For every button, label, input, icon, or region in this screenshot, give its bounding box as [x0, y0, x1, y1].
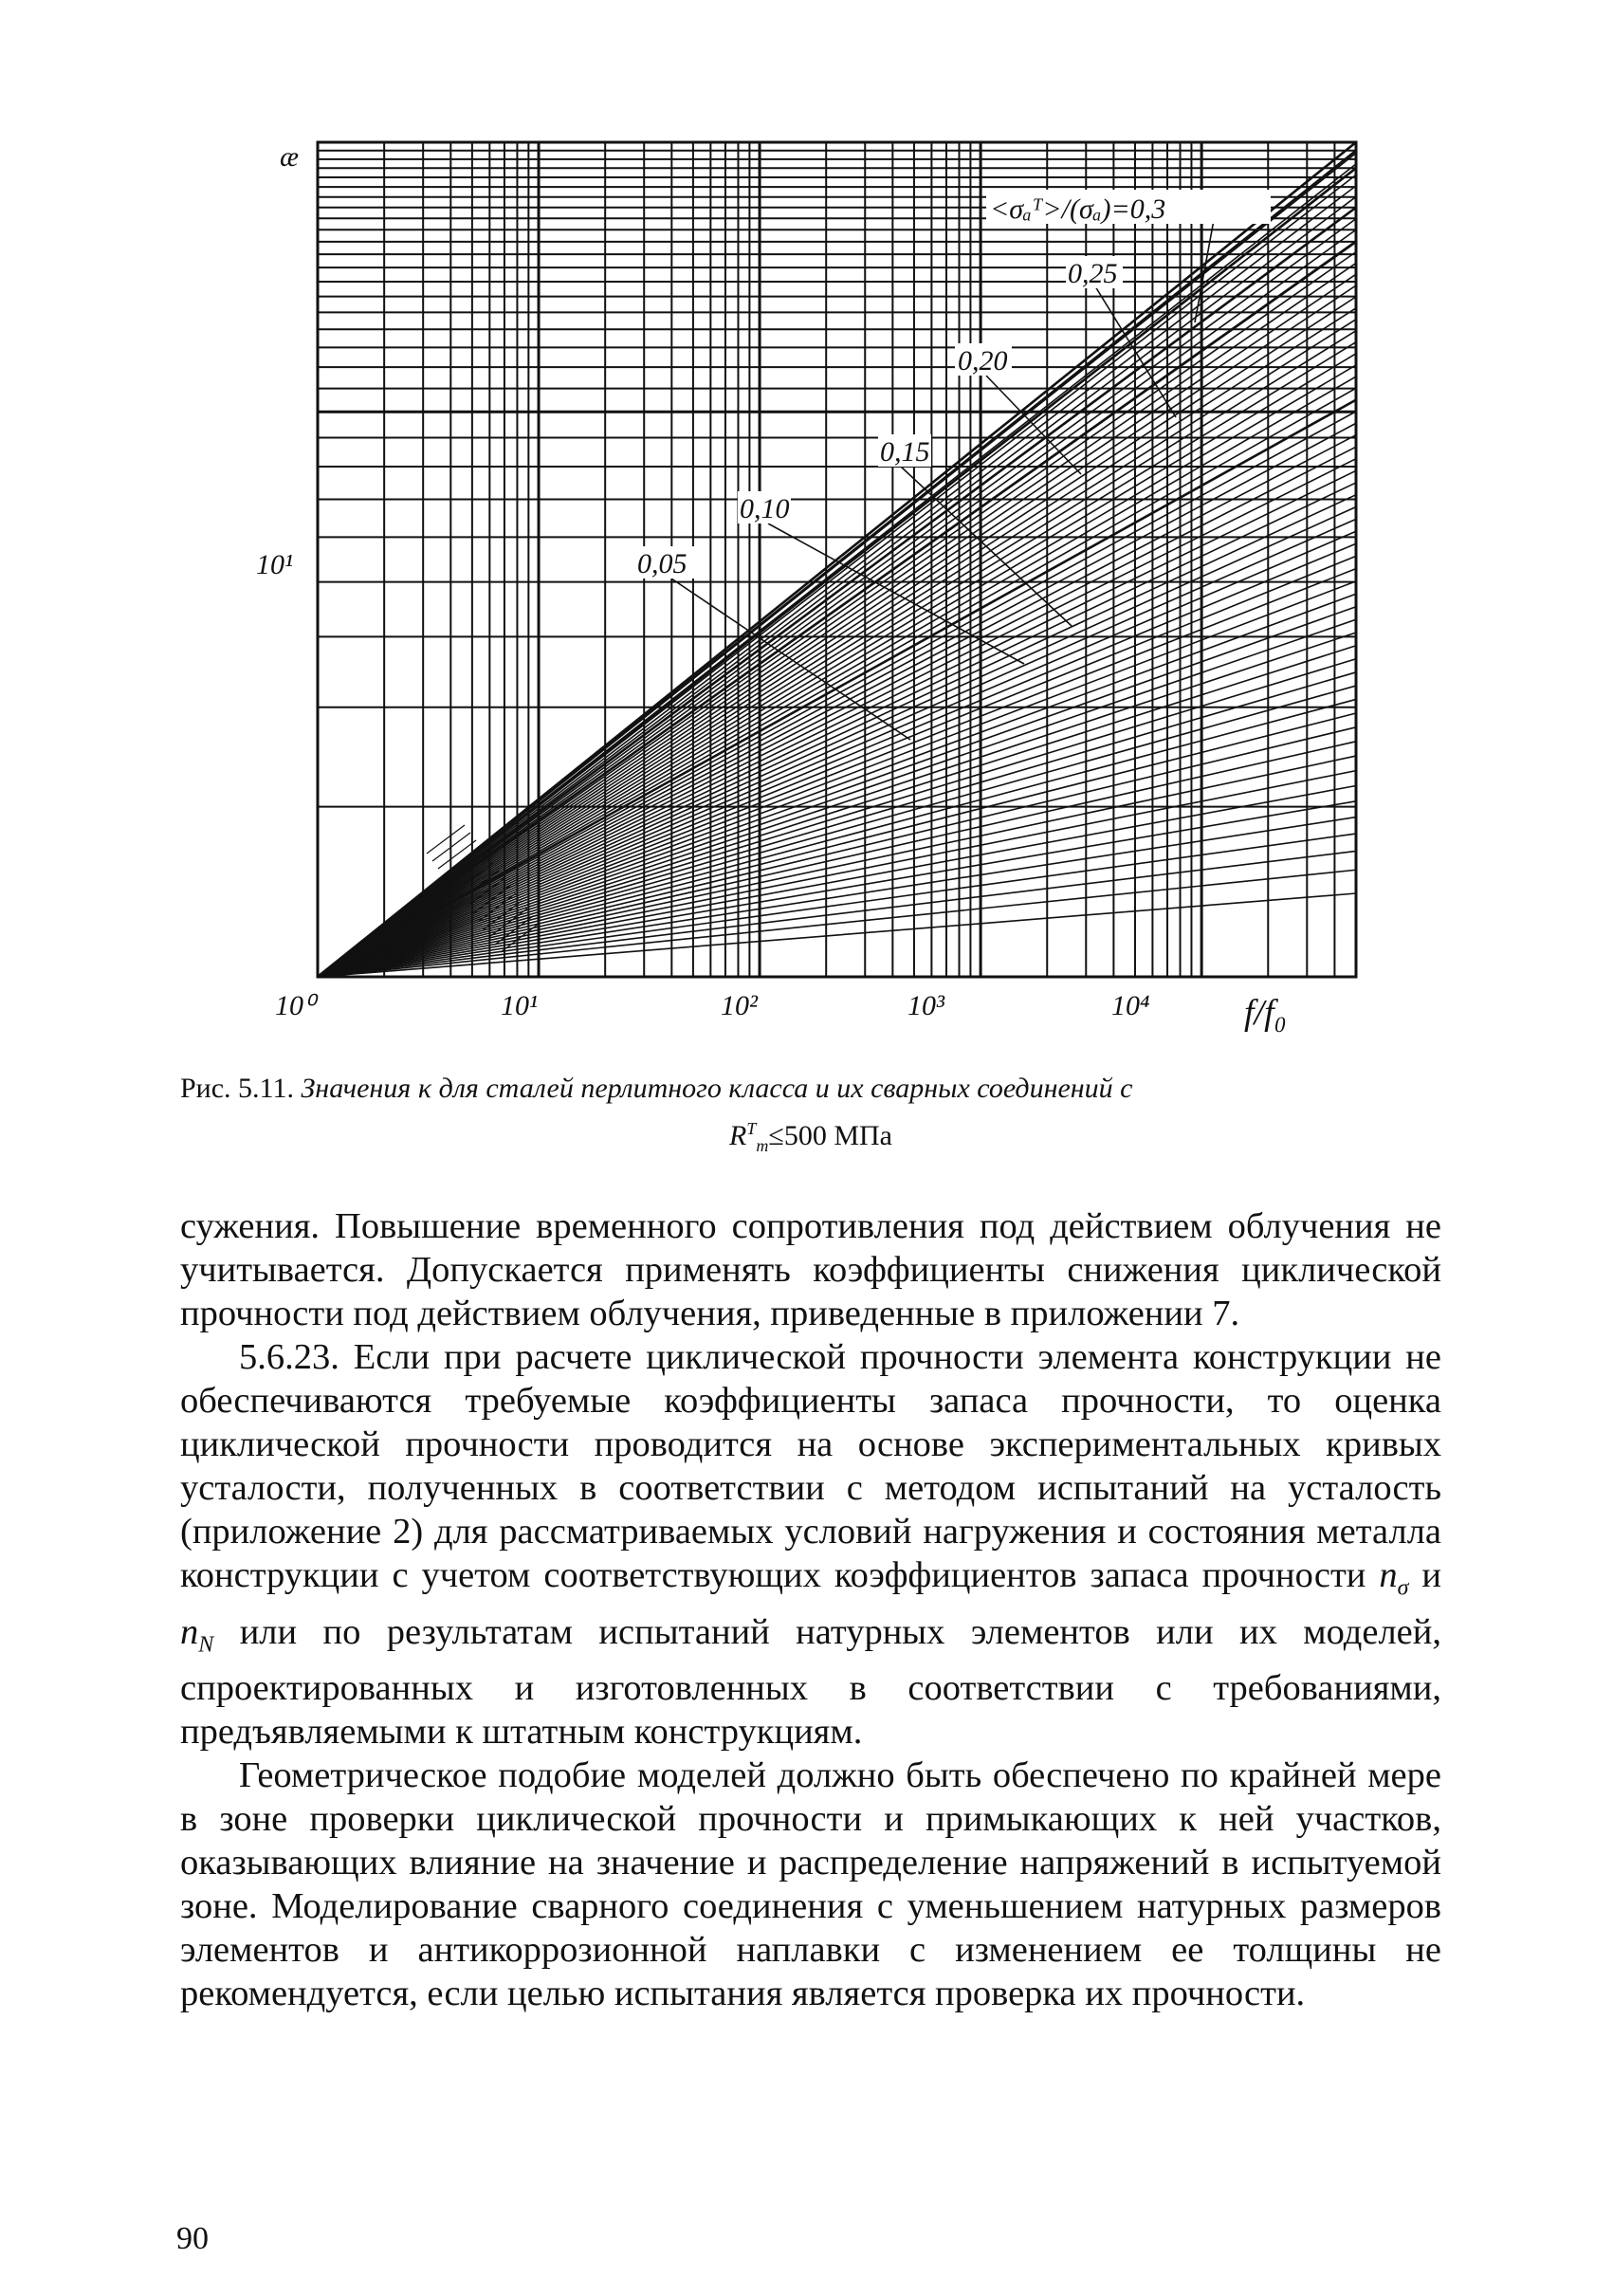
- caption-condition-line: [180, 1110, 1441, 1165]
- r-base: R: [729, 1120, 747, 1151]
- x-tick-label: 10⁰: [275, 990, 316, 1021]
- x-tick-label: 10³: [907, 990, 944, 1021]
- paragraph-5-6-23: [180, 1335, 1441, 1754]
- n-symbol: n: [180, 1611, 199, 1652]
- chart-svg: [247, 133, 1422, 1034]
- r-sub: m: [756, 1136, 769, 1155]
- r-symbol: [729, 1110, 768, 1165]
- r-sup: T: [746, 1119, 757, 1138]
- figure-5-11: [247, 133, 1422, 1034]
- caption-condition: ≤500 МПа: [768, 1120, 892, 1151]
- caption-text2: для сталей перлитного класса и их сварных соединений с: [438, 1073, 1133, 1104]
- caption-text: Значения: [301, 1073, 412, 1104]
- n-subscript: σ: [1397, 1575, 1409, 1601]
- conjunction: и: [1421, 1555, 1442, 1595]
- page-number: 90: [176, 2221, 209, 2256]
- y-tick-label: 10¹: [256, 549, 293, 580]
- leader-line: [671, 579, 910, 740]
- body-text: [180, 1204, 1441, 2015]
- x-axis-label: f/f₀: [1244, 993, 1287, 1033]
- paragraph: сужения. Повышение временного сопротивления под действием облучения не учитывается. Допускается применять коэффициенты снижения циклической прочности под действием облучения, приведенные в приложении 7.: [180, 1206, 1441, 1333]
- x-tick-label: 10⁴: [1111, 990, 1150, 1021]
- curve-label-0-3: <σₐᵀ>/(σₐ)=0,3: [990, 193, 1166, 225]
- paragraph-text: или по результатам испытаний натурных элементов или их моделей, спроектированных и изготовленных в соответствии с требованиями, предъявляемыми к штатным конструкциям.: [180, 1611, 1441, 1753]
- n-symbol: n: [1379, 1555, 1398, 1595]
- curve-label-0-05: 0,05: [637, 548, 687, 579]
- hatch-mark: [427, 825, 465, 854]
- figure-caption: [180, 1070, 1441, 1165]
- n-subscript: N: [198, 1632, 214, 1658]
- curve-label-0-25: 0,25: [1068, 258, 1118, 289]
- curve-label-0-20: 0,20: [958, 345, 1008, 377]
- curve-label-0-15: 0,15: [880, 436, 930, 468]
- x-tick-label: 10¹: [501, 990, 538, 1021]
- n-N: [180, 1611, 214, 1658]
- n-sigma: [1379, 1555, 1409, 1601]
- leader-line: [1195, 220, 1214, 322]
- curve-label-0-10: 0,10: [740, 493, 790, 524]
- caption-symbol: κ: [417, 1073, 432, 1104]
- paragraph-text: 5.6.23. Если при расчете циклической прочности элемента конструкции не обеспечиваются требуемые коэффициенты запаса прочности, то оценка циклической прочности проводится на основе экспериментальных кривых усталости, полученных в соответствии с методом испытаний на усталость (приложение 2) для рассматриваемых условий нагружения и состояния металла конструкции с учетом соответствующих коэффициентов запаса прочности: [180, 1337, 1441, 1595]
- caption-prefix: Рис. 5.11.: [180, 1073, 294, 1104]
- paragraph: Геометрическое подобие моделей должно быть обеспечено по крайней мере в зоне проверки циклической прочности и примыкающих к ней участков, оказывающих влияние на значение и распределение напряжений в испытуемой зоне. Моделирование сварного соединения с уменьшением натурных размеров элементов и антикоррозионной наплавки с изменением ее толщины не рекомендуется, если целью испытания является проверка их прочности.: [180, 1755, 1441, 2014]
- y-axis-symbol: æ: [280, 141, 300, 173]
- x-tick-label: 10²: [721, 990, 758, 1021]
